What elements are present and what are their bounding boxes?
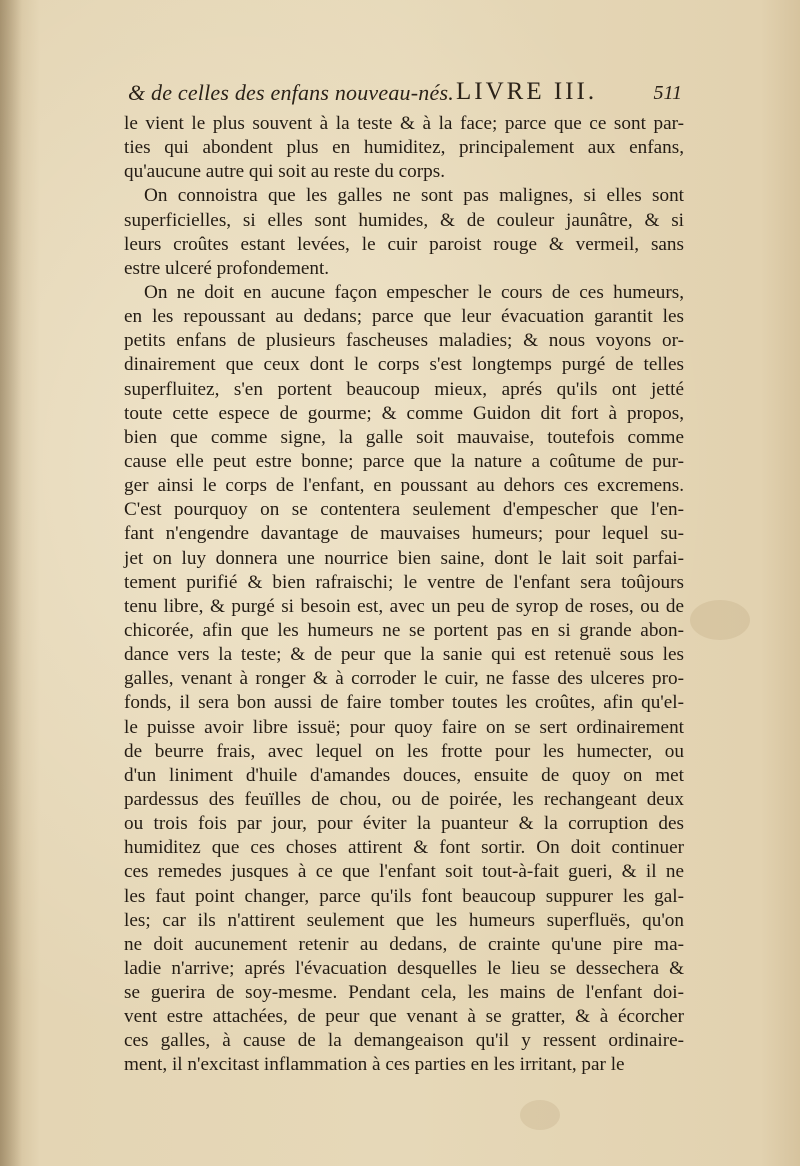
text-line: le puisse avoir libre issuë; pour quoy faire on se sert ordinairement <box>124 716 684 738</box>
gutter-shadow <box>0 0 22 1166</box>
text-line: leurs croûtes estant levées, le cuir paroist rouge & vermeil, sans <box>124 233 684 255</box>
text-line: ces galles, à cause de la demangeaison qu'il y ressent ordinaire- <box>124 1030 684 1052</box>
text-line: tenu libre, & purgé si besoin est, avec un peu de syrop de roses, ou de <box>124 595 684 617</box>
body-text <box>124 112 684 1078</box>
running-head-book: LIVRE III. <box>456 78 598 105</box>
text-line: cause elle peut estre bonne; parce que la nature a coûtume de pur- <box>124 450 684 472</box>
text-line: les; car ils n'attirent seulement que les humeurs superfluës, qu'on <box>124 909 684 931</box>
text-line: superfluitez, s'en portent beaucoup mieux, aprés qu'ils ont jetté <box>124 378 684 400</box>
text-line: toute cette espece de gourme; & comme Guidon dit fort à propos, <box>124 402 684 424</box>
text-line: de beurre frais, avec lequel on les frotte pour les humecter, ou <box>124 740 684 762</box>
text-line: superficielles, si elles sont humides, & de couleur jaunâtre, & si <box>124 209 684 231</box>
running-head <box>128 78 682 112</box>
text-line: ties qui abondent plus en humiditez, principalement aux enfans, <box>124 137 684 159</box>
text-line: vent estre attachées, de peur que venant à se gratter, & à écorcher <box>124 1006 684 1028</box>
paper-stain <box>520 1100 560 1130</box>
text-line: humiditez que ces choses attirent & font sortir. On doit continuer <box>124 837 684 859</box>
text-line: ger ainsi le corps de l'enfant, en poussant au dehors ces excremens. <box>124 475 684 497</box>
text-line: ou trois fois par jour, pour éviter la puanteur & la corruption des <box>124 813 684 835</box>
text-line: C'est pourquoy on se contentera seulement d'empescher que l'en- <box>124 499 684 521</box>
text-line: petits enfans de plusieurs fascheuses maladies; & nous voyons or- <box>124 330 684 352</box>
text-line: jet on luy donnera une nourrice bien saine, dont le lait soit parfai- <box>124 547 684 569</box>
text-line: ne doit aucunement retenir au dedans, de crainte qu'une pire ma- <box>124 933 684 955</box>
running-head-title: & de celles des enfans nouveau-nés. <box>128 80 454 105</box>
text-line: fonds, il sera bon aussi de faire tomber toutes les croûtes, afin qu'el- <box>124 692 684 714</box>
text-line: ladie n'arrive; aprés l'évacuation desquelles le lieu se dessechera & <box>124 957 684 979</box>
text-line: les faut point changer, parce qu'ils font beaucoup suppurer les gal- <box>124 885 684 907</box>
text-line: pardessus des feuïlles de chou, ou de poirée, les rechangeant deux <box>124 788 684 810</box>
text-line: estre ulceré profondement. <box>124 257 330 279</box>
text-line: fant n'engendre davantage de mauvaises humeurs; pour lequel su- <box>124 523 684 545</box>
text-line: qu'aucune autre qui soit au reste du corps. <box>124 161 446 183</box>
text-line: chicorée, afin que les humeurs ne se portent pas en si grande abon- <box>124 619 684 641</box>
text-line: ment, il n'excitast inflammation à ces parties en les irritant, par le <box>124 1054 625 1076</box>
text-line: tement purifié & bien rafraischi; le ventre de l'enfant sera toûjours <box>124 571 684 593</box>
text-line: en les repoussant au dedans; parce que leur évacuation garantit les <box>124 306 684 328</box>
text-line: se guerira de soy-mesme. Pendant cela, les mains de l'enfant doi- <box>124 982 684 1004</box>
text-line: dance vers la teste; & de peur que la sanie qui est retenuë sous les <box>124 644 684 666</box>
page-number: 511 <box>653 82 682 104</box>
text-line: On ne doit en aucune façon empescher le cours de ces humeurs, <box>144 281 684 303</box>
text-line: bien que comme signe, la galle soit mauvaise, toutefois comme <box>124 426 684 448</box>
text-line: le vient le plus souvent à la teste & à la face; parce que ce sont par- <box>124 113 684 134</box>
text-line: dinairement que ceux dont le corps s'est longtemps purgé de telles <box>124 354 684 376</box>
paper-stain <box>690 600 750 640</box>
text-line: On connoistra que les galles ne sont pas malignes, si elles sont <box>144 185 684 207</box>
text-line: d'un liniment d'huile d'amandes douces, ensuite de quoy on met <box>124 764 684 786</box>
text-line: ces remedes jusques à ce que l'enfant soit tout-à-fait gueri, & il ne <box>124 861 684 883</box>
text-line: galles, venant à ronger & à corroder le cuir, ne fasse des ulceres pro- <box>124 668 684 690</box>
